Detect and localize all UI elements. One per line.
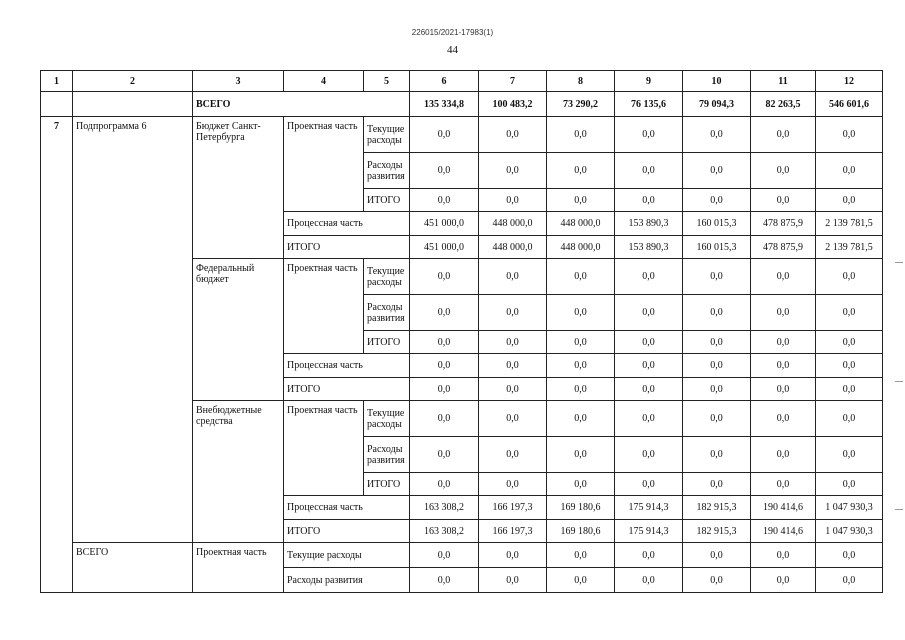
- expense-type-label: Текущие расходы: [284, 543, 410, 568]
- value-cell: 1 047 930,3: [816, 496, 883, 520]
- value-cell: 0,0: [479, 543, 547, 568]
- value-cell: 163 308,2: [410, 496, 479, 520]
- value-cell: 0,0: [547, 543, 615, 568]
- total-label: ИТОГО: [284, 378, 410, 401]
- value-cell: 0,0: [751, 295, 816, 331]
- value-cell: 0,0: [410, 437, 479, 473]
- value-cell: 0,0: [615, 437, 683, 473]
- empty-cell: [73, 92, 193, 117]
- value-cell: 0,0: [751, 568, 816, 593]
- value-cell: 0,0: [410, 117, 479, 153]
- value-cell: 166 197,3: [479, 520, 547, 543]
- value-cell: 0,0: [751, 153, 816, 189]
- value-cell: 0,0: [615, 331, 683, 354]
- expense-type-label: Расходы развития: [364, 153, 410, 189]
- value-cell: 1 047 930,3: [816, 520, 883, 543]
- value-cell: 448 000,0: [547, 236, 615, 259]
- scan-mark: [895, 509, 903, 510]
- value-cell: 190 414,6: [751, 520, 816, 543]
- funding-source: Федеральный бюджет: [193, 259, 284, 401]
- column-number: 7: [479, 71, 547, 92]
- value-cell: 0,0: [751, 189, 816, 212]
- value-cell: 0,0: [751, 437, 816, 473]
- value-cell: 0,0: [683, 473, 751, 496]
- value-cell: 0,0: [479, 331, 547, 354]
- value-cell: 0,0: [615, 259, 683, 295]
- value-cell: 0,0: [751, 473, 816, 496]
- value-cell: 0,0: [751, 354, 816, 378]
- value-cell: 0,0: [816, 354, 883, 378]
- expense-type-label: Расходы развития: [364, 295, 410, 331]
- value-cell: 175 914,3: [615, 520, 683, 543]
- value-cell: 0,0: [615, 568, 683, 593]
- value-cell: 0,0: [547, 473, 615, 496]
- value-cell: 175 914,3: [615, 496, 683, 520]
- value-cell: 0,0: [410, 354, 479, 378]
- value-cell: 0,0: [479, 295, 547, 331]
- process-part-label: Процессная часть: [284, 212, 410, 236]
- column-number: 1: [41, 71, 73, 92]
- value-cell: 0,0: [615, 401, 683, 437]
- part-label: Проектная часть: [284, 401, 364, 496]
- expense-type-label: Текущие расходы: [364, 401, 410, 437]
- value-cell: 135 334,8: [410, 92, 479, 117]
- grand-total-label: ВСЕГО: [73, 543, 193, 593]
- value-cell: 169 180,6: [547, 496, 615, 520]
- value-cell: 0,0: [751, 401, 816, 437]
- value-cell: 0,0: [751, 117, 816, 153]
- value-cell: 0,0: [615, 117, 683, 153]
- value-cell: 0,0: [547, 153, 615, 189]
- column-number: 6: [410, 71, 479, 92]
- value-cell: 0,0: [683, 543, 751, 568]
- scan-mark: [895, 262, 903, 263]
- part-label: Проектная часть: [193, 543, 284, 593]
- column-number: 4: [284, 71, 364, 92]
- document-code: 226015/2021-17983(1): [411, 28, 494, 37]
- column-number: 11: [751, 71, 816, 92]
- empty-cell: [41, 92, 73, 117]
- value-cell: 0,0: [547, 354, 615, 378]
- value-cell: 0,0: [615, 189, 683, 212]
- value-cell: 0,0: [547, 437, 615, 473]
- value-cell: 0,0: [479, 189, 547, 212]
- value-cell: 0,0: [816, 117, 883, 153]
- value-cell: 0,0: [479, 437, 547, 473]
- subtotal-label: ИТОГО: [364, 331, 410, 354]
- value-cell: 546 601,6: [816, 92, 883, 117]
- value-cell: 153 890,3: [615, 236, 683, 259]
- table-row: [41, 71, 883, 92]
- value-cell: 0,0: [615, 473, 683, 496]
- value-cell: 0,0: [547, 259, 615, 295]
- column-number: 3: [193, 71, 284, 92]
- value-cell: 0,0: [479, 259, 547, 295]
- value-cell: 0,0: [479, 153, 547, 189]
- value-cell: 0,0: [816, 189, 883, 212]
- table-row: [41, 92, 883, 117]
- part-label: Проектная часть: [284, 259, 364, 354]
- value-cell: 0,0: [547, 568, 615, 593]
- value-cell: 0,0: [410, 378, 479, 401]
- value-cell: 0,0: [410, 543, 479, 568]
- column-number: 10: [683, 71, 751, 92]
- expense-type-label: Текущие расходы: [364, 259, 410, 295]
- part-label: Проектная часть: [284, 117, 364, 212]
- value-cell: 0,0: [410, 153, 479, 189]
- value-cell: 451 000,0: [410, 236, 479, 259]
- value-cell: 0,0: [410, 295, 479, 331]
- value-cell: 0,0: [816, 437, 883, 473]
- value-cell: 0,0: [816, 473, 883, 496]
- program-name: Подпрограмма 6: [73, 117, 193, 543]
- column-number: 5: [364, 71, 410, 92]
- expense-type-label: Расходы развития: [364, 437, 410, 473]
- value-cell: 76 135,6: [615, 92, 683, 117]
- table-row: [41, 543, 883, 568]
- value-cell: 0,0: [683, 378, 751, 401]
- value-cell: 160 015,3: [683, 236, 751, 259]
- subtotal-label: ИТОГО: [364, 473, 410, 496]
- subtotal-label: ИТОГО: [364, 189, 410, 212]
- value-cell: 0,0: [816, 295, 883, 331]
- value-cell: 0,0: [751, 543, 816, 568]
- value-cell: 448 000,0: [479, 212, 547, 236]
- value-cell: 0,0: [615, 543, 683, 568]
- value-cell: 0,0: [547, 401, 615, 437]
- value-cell: 0,0: [683, 189, 751, 212]
- value-cell: 0,0: [816, 259, 883, 295]
- value-cell: 0,0: [547, 378, 615, 401]
- value-cell: 82 263,5: [751, 92, 816, 117]
- value-cell: 0,0: [683, 259, 751, 295]
- value-cell: 0,0: [410, 189, 479, 212]
- value-cell: 0,0: [751, 259, 816, 295]
- funding-source: Внебюджетные средства: [193, 401, 284, 543]
- value-cell: 0,0: [479, 378, 547, 401]
- value-cell: 163 308,2: [410, 520, 479, 543]
- expense-type-label: Текущие расходы: [364, 117, 410, 153]
- value-cell: 0,0: [547, 117, 615, 153]
- value-cell: 160 015,3: [683, 212, 751, 236]
- value-cell: 153 890,3: [615, 212, 683, 236]
- value-cell: 0,0: [683, 401, 751, 437]
- column-number: 12: [816, 71, 883, 92]
- value-cell: 0,0: [683, 437, 751, 473]
- value-cell: 0,0: [479, 568, 547, 593]
- value-cell: 0,0: [816, 378, 883, 401]
- value-cell: 0,0: [479, 473, 547, 496]
- value-cell: 0,0: [410, 259, 479, 295]
- value-cell: 0,0: [683, 354, 751, 378]
- value-cell: 0,0: [410, 568, 479, 593]
- table-row: [41, 117, 883, 153]
- value-cell: 0,0: [547, 331, 615, 354]
- value-cell: 0,0: [479, 117, 547, 153]
- value-cell: 182 915,3: [683, 520, 751, 543]
- value-cell: 0,0: [410, 401, 479, 437]
- value-cell: 0,0: [816, 153, 883, 189]
- page-number: 44: [447, 44, 458, 56]
- value-cell: 448 000,0: [479, 236, 547, 259]
- row-number: 7: [41, 117, 73, 593]
- total-label: ИТОГО: [284, 520, 410, 543]
- value-cell: 0,0: [547, 295, 615, 331]
- value-cell: 0,0: [683, 153, 751, 189]
- column-number: 9: [615, 71, 683, 92]
- value-cell: 0,0: [615, 153, 683, 189]
- value-cell: 0,0: [615, 354, 683, 378]
- value-cell: 166 197,3: [479, 496, 547, 520]
- value-cell: 190 414,6: [751, 496, 816, 520]
- expense-type-label: Расходы развития: [284, 568, 410, 593]
- value-cell: 0,0: [816, 331, 883, 354]
- value-cell: 0,0: [615, 295, 683, 331]
- column-number: 2: [73, 71, 193, 92]
- value-cell: 0,0: [683, 331, 751, 354]
- process-part-label: Процессная часть: [284, 354, 410, 378]
- value-cell: 0,0: [479, 401, 547, 437]
- value-cell: 0,0: [816, 568, 883, 593]
- value-cell: 448 000,0: [547, 212, 615, 236]
- value-cell: 0,0: [683, 568, 751, 593]
- value-cell: 0,0: [683, 295, 751, 331]
- funding-source: Бюджет Санкт-Петербурга: [193, 117, 284, 259]
- value-cell: 2 139 781,5: [816, 236, 883, 259]
- scan-mark: [895, 381, 903, 382]
- value-cell: 0,0: [751, 331, 816, 354]
- column-number: 8: [547, 71, 615, 92]
- value-cell: 73 290,2: [547, 92, 615, 117]
- budget-table: [40, 70, 883, 593]
- value-cell: 182 915,3: [683, 496, 751, 520]
- value-cell: 0,0: [816, 543, 883, 568]
- value-cell: 478 875,9: [751, 212, 816, 236]
- value-cell: 0,0: [816, 401, 883, 437]
- value-cell: 79 094,3: [683, 92, 751, 117]
- value-cell: 0,0: [410, 473, 479, 496]
- value-cell: 478 875,9: [751, 236, 816, 259]
- value-cell: 0,0: [615, 378, 683, 401]
- value-cell: 2 139 781,5: [816, 212, 883, 236]
- value-cell: 0,0: [479, 354, 547, 378]
- value-cell: 0,0: [410, 331, 479, 354]
- value-cell: 0,0: [751, 378, 816, 401]
- value-cell: 169 180,6: [547, 520, 615, 543]
- value-cell: 451 000,0: [410, 212, 479, 236]
- value-cell: 0,0: [683, 117, 751, 153]
- process-part-label: Процессная часть: [284, 496, 410, 520]
- value-cell: 100 483,2: [479, 92, 547, 117]
- summary-label: ВСЕГО: [193, 92, 410, 117]
- total-label: ИТОГО: [284, 236, 410, 259]
- value-cell: 0,0: [547, 189, 615, 212]
